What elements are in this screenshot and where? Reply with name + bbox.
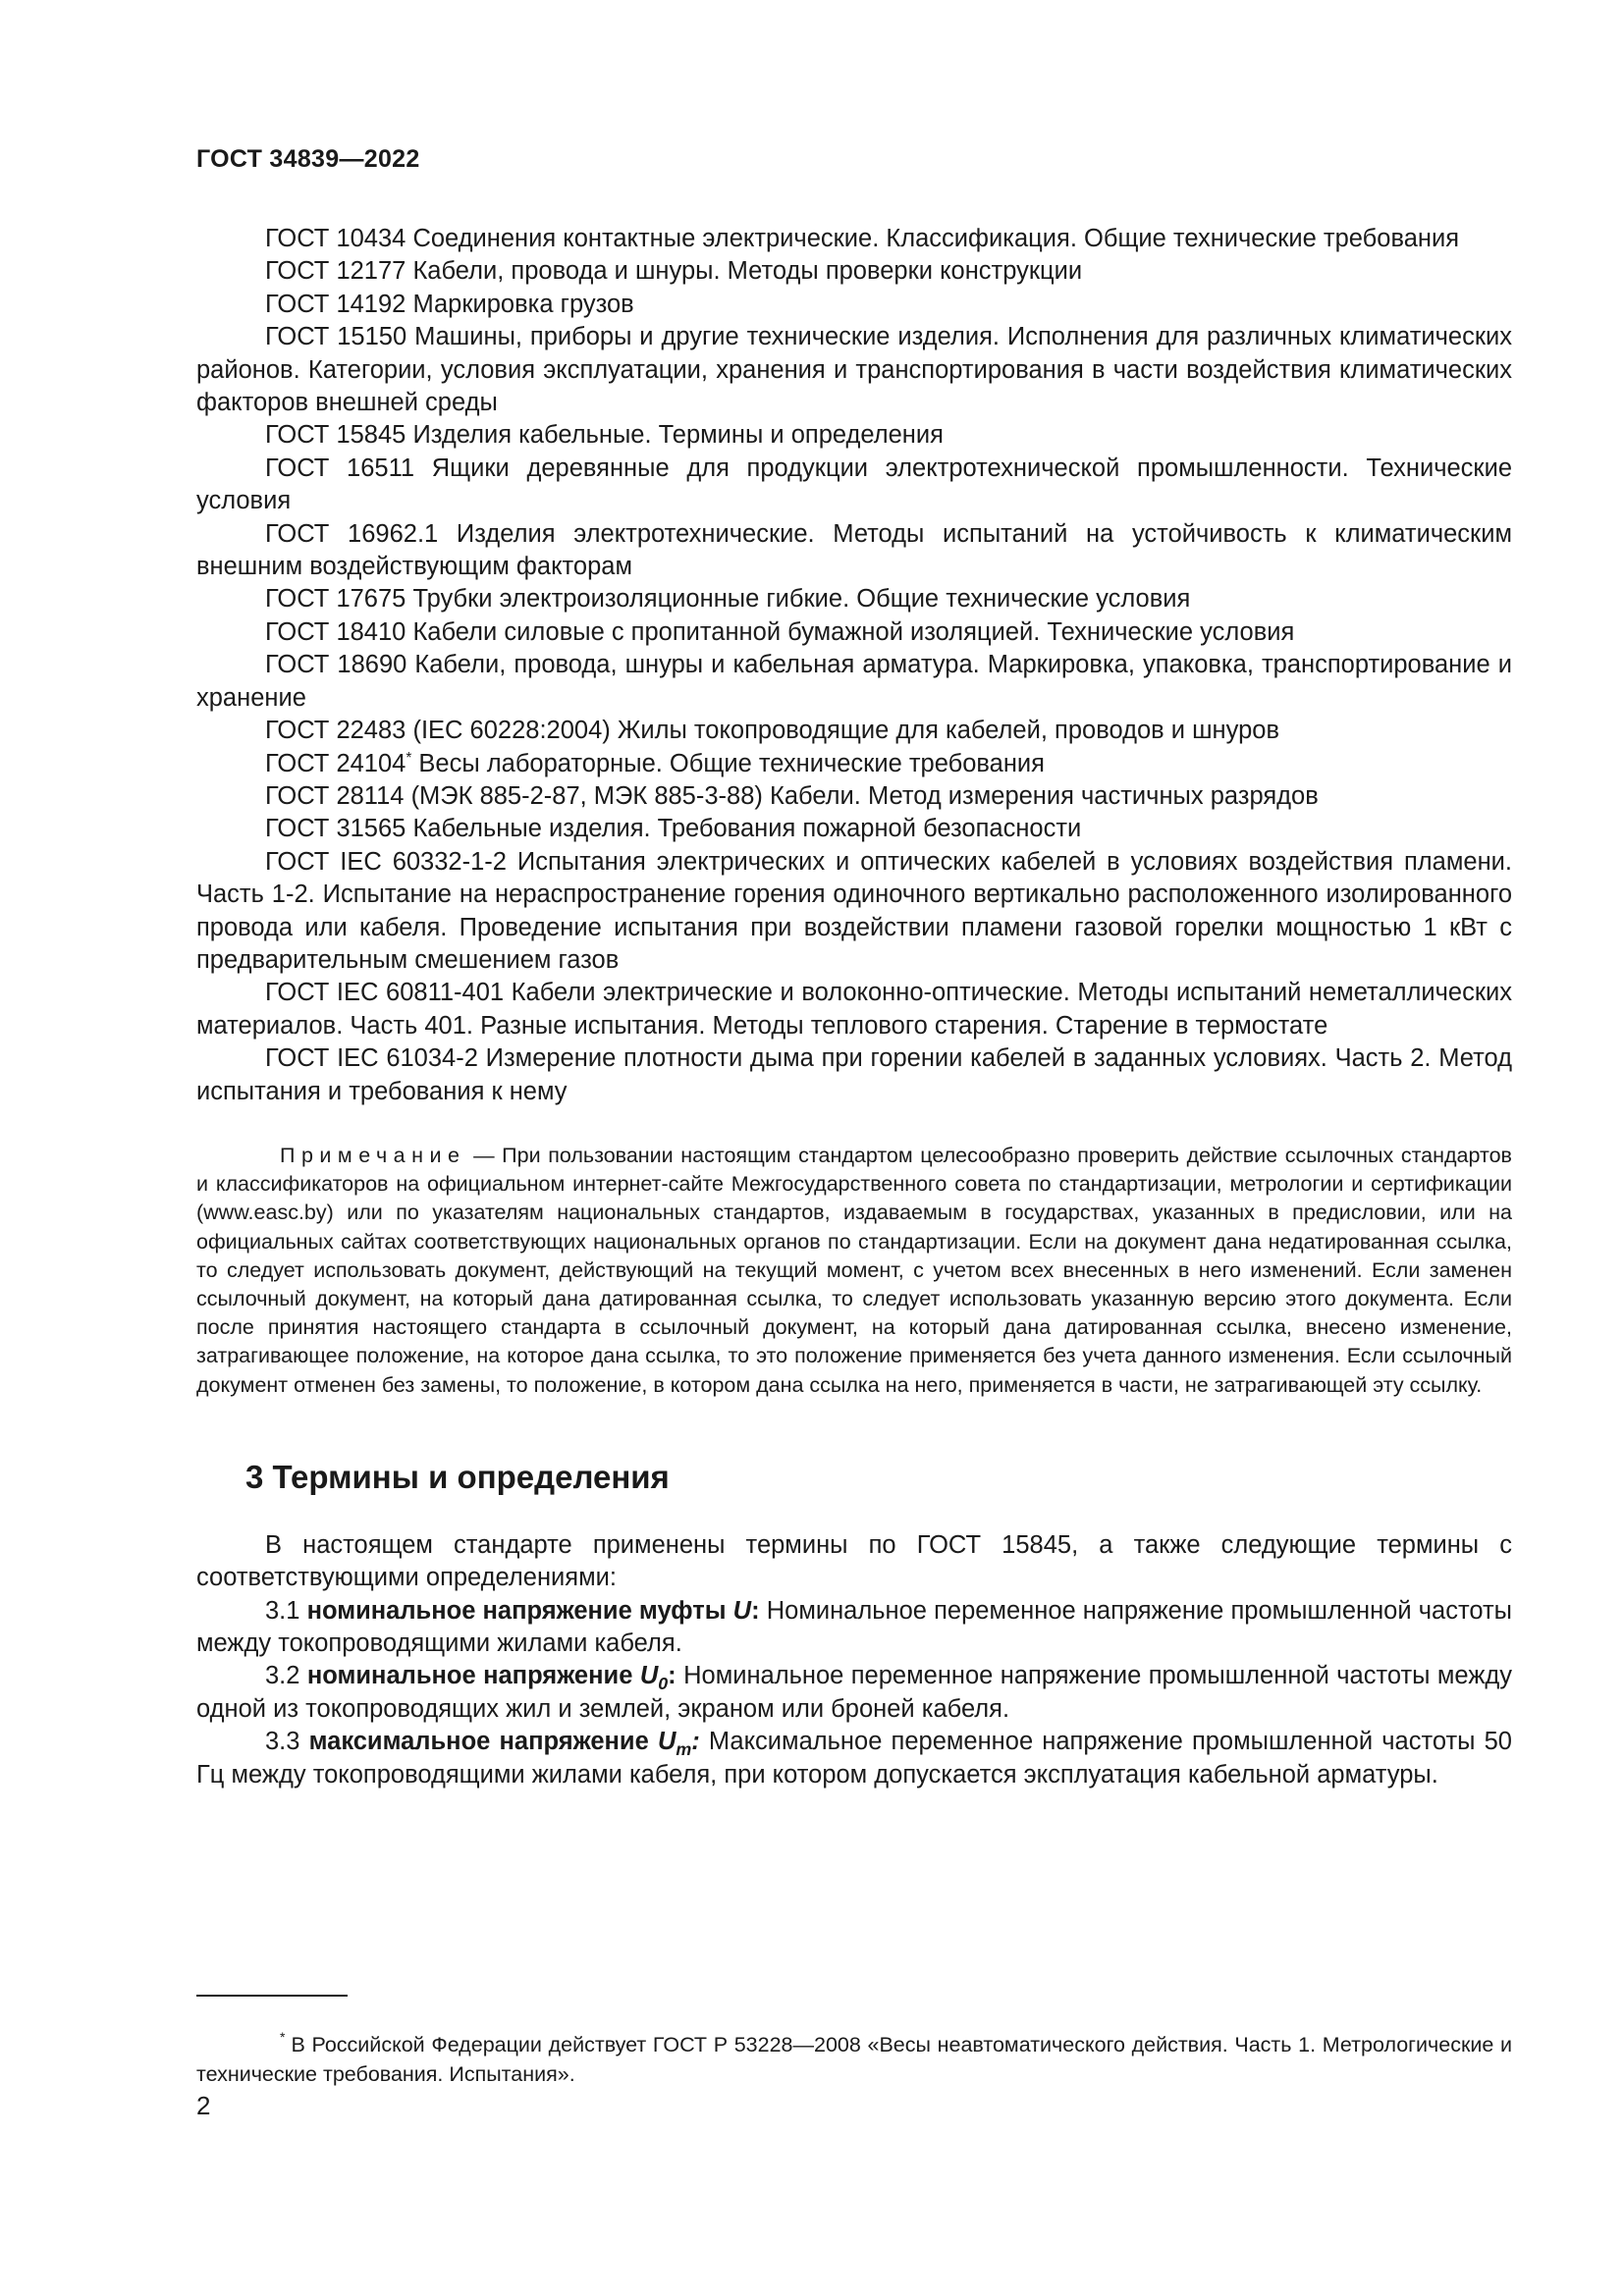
- reference-item: ГОСТ 18690 Кабели, провода, шнуры и кабельная арматура. Маркировка, упаковка, транспортирование и хранение: [196, 651, 1512, 712]
- reference-item: ГОСТ 10434 Соединения контактные электрические. Классификация. Общие технические требования: [265, 225, 1460, 252]
- term-definition: Номинальное переменное напряжение промышленной частоты между одной из токопроводящих жил и землей, экраном или броней кабеля.: [196, 1662, 1513, 1723]
- term-definition: Максимальное переменное напряжение промышленной частоты 50 Гц между токопроводящими жилами кабеля, при котором допускается эксплуатация кабельной арматуры.: [196, 1728, 1512, 1789]
- reference-item: ГОСТ IEC 60332-1-2 Испытания электрических и оптических кабелей в условиях воздействия пламени. Часть 1-2. Испытание на нераспространение горения одиночного вертикально расположенного изолированного провода или кабеля. Проведение испытания при воздействии пламени газовой горелки мощностью 1 кВт с предварительным смешением газов: [196, 847, 1512, 974]
- reference-item: ГОСТ IEC 60811-401 Кабели электрические и волоконно-оптические. Методы испытаний неметаллических материалов. Часть 401. Разные испытания. Методы теплового старения. Старение в термостате: [196, 979, 1512, 1040]
- term-symbol-subscript: m: [676, 1739, 692, 1760]
- term-entry: 3.1 номинальное напряжение муфты U: Номинальное переменное напряжение промышленной частоты между токопроводящими жилами кабеля.: [196, 1596, 1512, 1658]
- footnote: [196, 2030, 1512, 2089]
- page-number: 2: [196, 2091, 211, 2120]
- reference-item: ГОСТ 12177 Кабели, провода и шнуры. Методы проверки конструкции: [265, 257, 1083, 286]
- note-text: — При пользовании настоящим стандартом целесообразно проверить действие ссылочных стандартов и классификаторов на официальном интернет-сайте Межгосударственного совета по стандартизации, метрологии и сертификации (www.easc.by) или по указателям национальных стандартов, издаваемым в государствах, указанных в предисловии, или на официальных сайтах соответствующих национальных органов по стандартизации. Если на документ дана недатированная ссылка, то следует использовать документ, действующий на текущий момент, с учетом всех внесенных в него изменений. Если заменен ссылочный документ, на который дана датированная ссылка, то следует использовать указанную версию этого документа. Если после принятия настоящего стандарта в ссылочный документ, на который дана датированная ссылка, внесено изменение, затрагивающее положение, на которое дана ссылка, то это положение применяется без учета данного изменения. Если ссылочный документ отменен без замены, то положение, в котором дана ссылка на него, применяется в части, не затрагивающей эту ссылку.: [196, 1143, 1512, 1397]
- reference-item: ГОСТ 17675 Трубки электроизоляционные гибкие. Общие технические условия: [265, 585, 1191, 614]
- term-entry: 3.3 максимальное напряжение $U_m$: Максимальное переменное напряжение промышленной частоты 50 Гц между токопроводящими жилами кабеля, при котором допускается эксплуатация кабельной арматуры.: [196, 1728, 1512, 1789]
- footnote-marker: *: [280, 2028, 286, 2045]
- term-entry: 3.2 номинальное напряжение $U_0$: Номинальное переменное напряжение промышленной частоты между одной из токопроводящих жил и землей, экраном или броней кабеля.: [196, 1662, 1513, 1723]
- term-symbol: U: [657, 1728, 677, 1756]
- reference-item: ГОСТ IEC 61034-2 Измерение плотности дыма при горении кабелей в заданных условиях. Часть 2. Метод испытания и требования к нему: [196, 1044, 1512, 1105]
- footnote-text: В Российской Федерации действует ГОСТ Р 53228—2008 «Весы неавтоматического действия. Часть 1. Метрологические и технические требования. Испытания».: [196, 2032, 1512, 2086]
- footnote-separator: [196, 1995, 348, 1997]
- reference-item: ГОСТ 24104* Весы лабораторные. Общие технические требования: [265, 749, 1045, 777]
- term-name: максимальное напряжение: [308, 1728, 649, 1756]
- term-symbol: U: [639, 1662, 659, 1690]
- term-symbol: U: [732, 1596, 752, 1625]
- reference-item: ГОСТ 22483 (IEC 60228:2004) Жилы токопроводящие для кабелей, проводов и шнуров: [265, 717, 1280, 745]
- section-intro: В настоящем стандарте применены термины по ГОСТ 15845, а также следующие термины с соответствующими определениями:: [196, 1530, 1512, 1592]
- note-paragraph: [196, 1142, 1512, 1400]
- document-body: [196, 223, 1512, 1791]
- reference-item: ГОСТ 16962.1 Изделия электротехнические. Методы испытаний на устойчивость к климатическим внешним воздействующим факторам: [196, 519, 1512, 581]
- note-label: Примечание: [280, 1143, 466, 1167]
- section-heading: 3 Термины и определения: [245, 1458, 670, 1495]
- term-name: номинальное напряжение муфты: [306, 1596, 727, 1625]
- term-name: номинальное напряжение: [306, 1662, 633, 1690]
- term-symbol-subscript: 0: [658, 1674, 669, 1694]
- term-definition: Номинальное переменное напряжение промышленной частоты между токопроводящими жилами кабеля.: [196, 1596, 1512, 1658]
- page-header: ГОСТ 34839—2022: [196, 145, 420, 173]
- reference-item: ГОСТ 15845 Изделия кабельные. Термины и определения: [265, 421, 944, 450]
- reference-item: ГОСТ 18410 Кабели силовые с пропитанной бумажной изоляцией. Технические условия: [265, 617, 1295, 646]
- normative-references-list: [196, 223, 1512, 1108]
- terms-section: [196, 1529, 1512, 1791]
- reference-item: ГОСТ 16511 Ящики деревянные для продукции электротехнической промышленности. Технические условия: [196, 454, 1512, 515]
- reference-item: ГОСТ 15150 Машины, приборы и другие технические изделия. Исполнения для различных климатических районов. Категории, условия эксплуатации, хранения и транспортирования в части воздействия климатических факторов внешней среды: [196, 323, 1512, 417]
- reference-item: ГОСТ 28114 (МЭК 885-2-87, МЭК 885-3-88) Кабели. Метод измерения частичных разрядов: [265, 781, 1319, 810]
- reference-item: ГОСТ 14192 Маркировка грузов: [265, 290, 634, 318]
- footnote-marker: *: [406, 749, 412, 767]
- reference-item: ГОСТ 31565 Кабельные изделия. Требования пожарной безопасности: [265, 815, 1082, 843]
